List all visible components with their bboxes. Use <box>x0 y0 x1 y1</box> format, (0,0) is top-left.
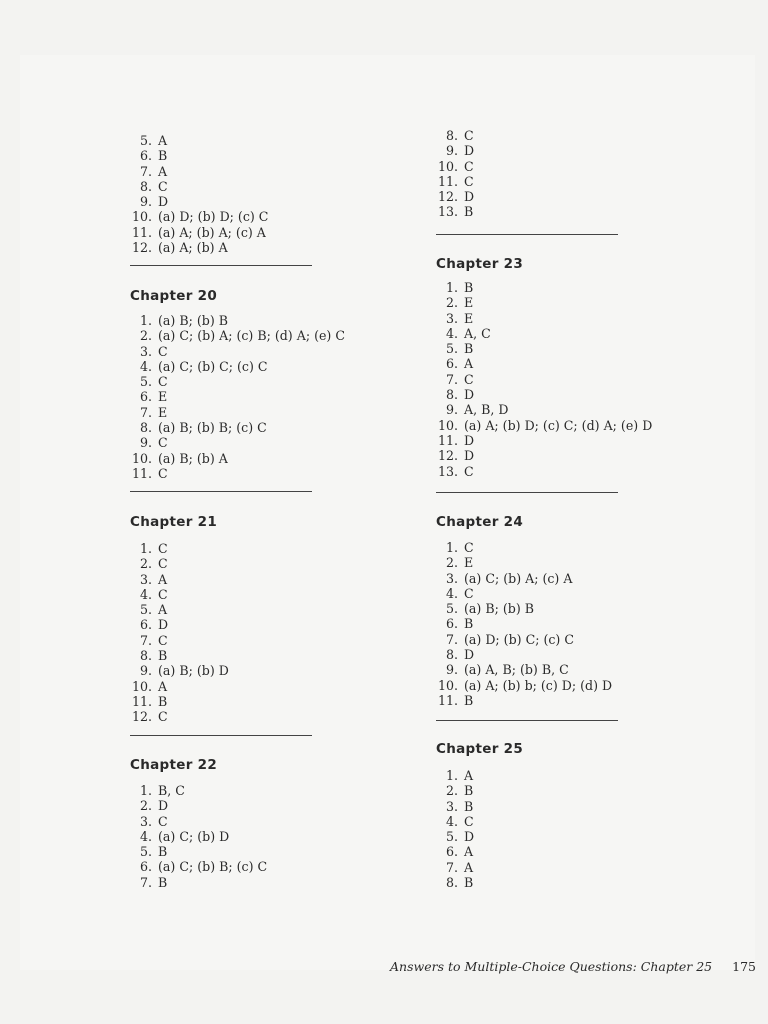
answer-text: C <box>158 586 168 602</box>
answer-text: E <box>464 555 474 571</box>
answer-item <box>130 541 229 556</box>
question-number: 10. <box>437 417 458 433</box>
chapter-title: Chapter 23 <box>436 256 524 272</box>
answer-text: B <box>158 844 168 860</box>
question-number: 9. <box>445 662 458 678</box>
question-number: 11. <box>437 432 458 448</box>
question-number: 7. <box>445 371 458 387</box>
question-number: 3. <box>139 813 152 829</box>
answer-item <box>130 633 229 648</box>
answer-item <box>436 295 652 310</box>
answer-item <box>436 326 652 341</box>
answer-item <box>436 571 612 586</box>
answer-item <box>436 662 612 677</box>
question-number: 4. <box>445 813 458 829</box>
question-number: 10. <box>131 678 152 694</box>
answer-item <box>436 783 474 798</box>
question-number: 11. <box>437 173 458 189</box>
answer-item <box>130 313 345 328</box>
chapter-24-answers <box>436 540 612 708</box>
answer-text: C <box>464 463 474 479</box>
answer-text: C <box>158 465 168 481</box>
carryover-list-left <box>130 133 268 255</box>
question-number: 4. <box>445 325 458 341</box>
answer-text: D <box>464 432 475 448</box>
answer-text: (a) C; (b) B; (c) C <box>158 859 268 875</box>
question-number: 13. <box>437 463 458 479</box>
answer-item <box>130 420 345 435</box>
answer-item <box>436 159 474 174</box>
question-number: 11. <box>437 692 458 708</box>
chapter-title: Chapter 22 <box>130 757 218 773</box>
chapter-24-section <box>436 514 523 530</box>
chapter-22-section <box>130 757 217 773</box>
answer-list <box>130 541 229 725</box>
question-number: 12. <box>131 709 152 725</box>
answer-text: A <box>158 678 168 694</box>
answer-item <box>130 709 229 724</box>
answer-text: (a) B; (b) A <box>158 450 228 466</box>
answer-text: C <box>158 632 168 648</box>
answer-list <box>130 133 268 255</box>
answer-text: B <box>464 341 474 357</box>
answer-text: (a) A; (b) A; (c) A <box>158 224 266 240</box>
chapter-25-section <box>436 741 523 757</box>
page-number: 175 <box>732 959 756 974</box>
answer-text: D <box>464 829 475 845</box>
section-divider <box>436 492 618 493</box>
answer-text: C <box>158 813 168 829</box>
question-number: 9. <box>139 435 152 451</box>
answer-text: (a) B; (b) B <box>158 313 228 328</box>
question-number: 11. <box>131 224 152 240</box>
answer-item <box>130 435 345 450</box>
section-divider <box>436 720 618 721</box>
question-number: 6. <box>139 148 152 164</box>
chapter-21-section <box>130 514 217 530</box>
answer-item <box>436 204 474 219</box>
question-number: 5. <box>445 601 458 617</box>
answer-text: B <box>464 875 474 891</box>
answer-text: E <box>464 295 474 311</box>
answer-item <box>130 194 268 209</box>
answer-item <box>130 572 229 587</box>
answer-item <box>130 783 267 798</box>
answer-item <box>436 540 612 555</box>
answer-text: A <box>158 571 168 587</box>
answer-item <box>436 693 612 708</box>
question-number: 4. <box>139 586 152 602</box>
answer-item <box>436 860 474 875</box>
answer-item <box>130 164 268 179</box>
question-number: 2. <box>139 328 152 344</box>
chapter-20-answers <box>130 313 345 481</box>
answer-text: (a) C; (b) D <box>158 828 230 844</box>
answer-text: E <box>158 404 168 420</box>
answer-text: A <box>158 163 168 179</box>
answer-text: E <box>158 389 168 405</box>
answer-text: B <box>464 280 474 295</box>
answer-item <box>130 859 267 874</box>
question-number: 9. <box>445 143 458 159</box>
answer-item <box>130 587 229 602</box>
question-number: 5. <box>445 829 458 845</box>
answer-text: C <box>158 374 168 390</box>
answer-text: C <box>158 709 168 725</box>
answer-text: C <box>158 343 168 359</box>
answer-text: C <box>158 556 168 572</box>
answer-text: B <box>158 148 168 164</box>
question-number: 1. <box>445 768 458 783</box>
question-number: 2. <box>139 798 152 814</box>
answer-item <box>130 328 345 343</box>
question-number: 5. <box>139 844 152 860</box>
answer-text: (a) B; (b) B <box>464 601 534 617</box>
question-number: 8. <box>445 647 458 663</box>
answer-item <box>436 844 474 859</box>
answer-item <box>130 209 268 224</box>
answer-item <box>436 678 612 693</box>
question-number: 10. <box>131 209 152 225</box>
answer-list <box>130 313 345 481</box>
answer-list <box>436 768 474 890</box>
answer-text: (a) D; (b) D; (c) C <box>158 209 269 225</box>
answer-item <box>130 389 345 404</box>
answer-item <box>130 829 267 844</box>
chapter-title: Chapter 20 <box>130 288 218 304</box>
answer-item <box>436 632 612 647</box>
question-number: 1. <box>139 313 152 328</box>
question-number: 8. <box>139 178 152 194</box>
question-number: 7. <box>139 874 152 890</box>
question-number: 5. <box>139 602 152 618</box>
question-number: 5. <box>445 341 458 357</box>
chapter-25-answers <box>436 768 474 890</box>
answer-text: (a) A, B; (b) B, C <box>464 662 569 678</box>
question-number: 2. <box>139 556 152 572</box>
chapter-title: Chapter 25 <box>436 741 524 757</box>
question-number: 8. <box>445 387 458 403</box>
question-number: 1. <box>139 541 152 556</box>
answer-item <box>436 356 652 371</box>
question-number: 9. <box>139 194 152 210</box>
question-number: 4. <box>139 358 152 374</box>
answer-item <box>436 647 612 662</box>
answer-text: A <box>158 602 168 618</box>
section-divider <box>130 265 312 266</box>
answer-item <box>436 280 652 295</box>
question-number: 3. <box>445 798 458 814</box>
answer-text: D <box>464 387 475 403</box>
answer-item <box>436 814 474 829</box>
answer-item <box>436 616 612 631</box>
chapter-title: Chapter 21 <box>130 514 218 530</box>
answer-item <box>436 464 652 479</box>
question-number: 6. <box>139 389 152 405</box>
answer-list <box>436 128 474 220</box>
answer-text: C <box>464 173 474 189</box>
question-number: 6. <box>139 617 152 633</box>
chapter-title: Chapter 24 <box>436 514 524 530</box>
answer-text: C <box>464 128 474 143</box>
answer-item <box>436 601 612 616</box>
answer-text: (a) A; (b) b; (c) D; (d) D <box>464 677 613 693</box>
question-number: 3. <box>139 571 152 587</box>
answer-text: C <box>464 585 474 601</box>
page-footer <box>390 959 756 974</box>
document-page <box>20 55 756 974</box>
question-number: 7. <box>445 859 458 875</box>
question-number: 1. <box>139 783 152 798</box>
question-number: 5. <box>139 133 152 148</box>
answer-item <box>130 679 229 694</box>
question-number: 2. <box>445 555 458 571</box>
answer-text: (a) A; (b) A <box>158 240 228 256</box>
question-number: 4. <box>445 585 458 601</box>
answer-item <box>130 344 345 359</box>
question-number: 8. <box>445 875 458 891</box>
answer-text: B <box>158 693 168 709</box>
question-number: 10. <box>437 158 458 174</box>
answer-text: (a) A; (b) D; (c) C; (d) A; (e) D <box>464 417 653 433</box>
question-number: 9. <box>139 663 152 679</box>
question-number: 12. <box>131 240 152 256</box>
answer-text: D <box>158 798 169 814</box>
answer-text: B <box>464 616 474 632</box>
chapter-23-section <box>436 256 523 272</box>
question-number: 8. <box>445 128 458 143</box>
question-number: 11. <box>131 465 152 481</box>
answer-item <box>130 133 268 148</box>
answer-text: C <box>464 158 474 174</box>
answer-item <box>436 128 474 143</box>
answer-item <box>436 341 652 356</box>
answer-item <box>130 359 345 374</box>
question-number: 10. <box>131 450 152 466</box>
answer-text: D <box>464 143 475 159</box>
answer-item <box>436 311 652 326</box>
answer-item <box>130 798 267 813</box>
chapter-23-answers <box>436 280 652 479</box>
question-number: 11. <box>131 693 152 709</box>
answer-item <box>130 466 345 481</box>
answer-item <box>130 602 229 617</box>
answer-text: (a) D; (b) C; (c) C <box>464 631 574 647</box>
answer-item <box>436 143 474 158</box>
question-number: 8. <box>139 420 152 436</box>
chapter-22-answers <box>130 783 267 890</box>
answer-item <box>436 875 474 890</box>
question-number: 2. <box>445 783 458 799</box>
answer-item <box>130 663 229 678</box>
answer-item <box>130 556 229 571</box>
answer-item <box>130 179 268 194</box>
answer-text: B <box>464 798 474 814</box>
answer-text: A <box>464 356 474 372</box>
answer-text: B <box>464 692 474 708</box>
answer-item <box>436 189 474 204</box>
answer-text: A <box>464 859 474 875</box>
answer-text: D <box>158 194 169 210</box>
answer-text: C <box>464 540 474 555</box>
running-footer-caption: Answers to Multiple-Choice Questions: Chapter 25 <box>390 959 713 974</box>
question-number: 2. <box>445 295 458 311</box>
answer-item <box>130 617 229 632</box>
answer-text: A <box>464 768 474 783</box>
answer-text: E <box>464 310 474 326</box>
question-number: 3. <box>445 310 458 326</box>
answer-text: D <box>464 189 475 205</box>
answer-item <box>130 844 267 859</box>
answer-item <box>436 586 612 601</box>
answer-item <box>436 418 652 433</box>
answer-text: C <box>158 178 168 194</box>
question-number: 1. <box>445 280 458 295</box>
question-number: 12. <box>437 189 458 205</box>
answer-list <box>436 280 652 479</box>
answer-item <box>436 799 474 814</box>
answer-text: D <box>158 617 169 633</box>
answer-text: B, C <box>158 783 185 798</box>
answer-text: B <box>464 204 474 220</box>
answer-list <box>130 783 267 890</box>
answer-text: C <box>158 435 168 451</box>
answer-item <box>436 768 474 783</box>
question-number: 7. <box>139 632 152 648</box>
answer-item <box>130 374 345 389</box>
answer-item <box>436 387 652 402</box>
question-number: 8. <box>139 648 152 664</box>
answer-text: (a) C; (b) A; (c) A <box>464 570 573 586</box>
question-number: 4. <box>139 828 152 844</box>
answer-item <box>436 372 652 387</box>
answer-item <box>130 814 267 829</box>
question-number: 9. <box>445 402 458 418</box>
answer-text: A <box>158 133 168 148</box>
answer-text: A <box>464 844 474 860</box>
question-number: 1. <box>445 540 458 555</box>
answer-text: B <box>158 648 168 664</box>
answer-item <box>130 694 229 709</box>
answer-item <box>130 148 268 163</box>
answer-text: (a) B; (b) D <box>158 663 229 679</box>
question-number: 6. <box>445 844 458 860</box>
answer-text: (a) C; (b) A; (c) B; (d) A; (e) C <box>158 328 345 344</box>
question-number: 7. <box>139 404 152 420</box>
section-divider <box>130 491 312 492</box>
question-number: 3. <box>139 343 152 359</box>
answer-text: B <box>158 874 168 890</box>
answer-text: D <box>464 647 475 663</box>
answer-item <box>130 225 268 240</box>
answer-text: (a) B; (b) B; (c) C <box>158 420 267 436</box>
question-number: 13. <box>437 204 458 220</box>
question-number: 7. <box>445 631 458 647</box>
answer-text: C <box>158 541 168 556</box>
answer-text: A, C <box>464 325 491 341</box>
answer-item <box>130 875 267 890</box>
section-divider <box>130 735 312 736</box>
answer-text: B <box>464 783 474 799</box>
answer-item <box>436 448 652 463</box>
answer-item <box>436 829 474 844</box>
question-number: 10. <box>437 677 458 693</box>
answer-item <box>436 174 474 189</box>
question-number: 12. <box>437 448 458 464</box>
answer-text: C <box>464 813 474 829</box>
question-number: 7. <box>139 163 152 179</box>
answer-text: D <box>464 448 475 464</box>
question-number: 6. <box>445 616 458 632</box>
answer-item <box>436 433 652 448</box>
answer-item <box>130 648 229 663</box>
answer-text: (a) C; (b) C; (c) C <box>158 358 268 374</box>
answer-item <box>436 555 612 570</box>
answer-text: C <box>464 371 474 387</box>
answer-text: A, B, D <box>464 402 509 418</box>
answer-item <box>130 240 268 255</box>
question-number: 6. <box>139 859 152 875</box>
question-number: 3. <box>445 570 458 586</box>
chapter-21-answers <box>130 541 229 725</box>
chapter-20-section <box>130 288 217 304</box>
answer-item <box>436 402 652 417</box>
answer-item <box>130 451 345 466</box>
question-number: 5. <box>139 374 152 390</box>
answer-item <box>130 405 345 420</box>
carryover-list-right <box>436 128 474 220</box>
section-divider <box>436 234 618 235</box>
answer-list <box>436 540 612 708</box>
question-number: 6. <box>445 356 458 372</box>
